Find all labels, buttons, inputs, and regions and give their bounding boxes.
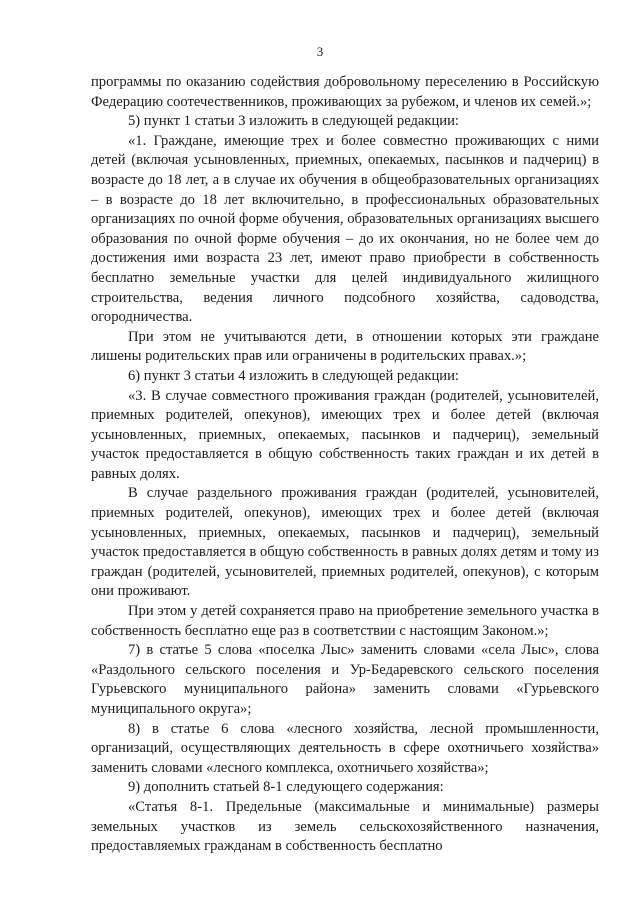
paragraph-article-8-1-title: «Статья 8-1. Предельные (максимальные и минимальные) размеры земельных участков из земель сельскохозяйственного назначения, предоставляемых гражданам в собственность бесплатно xyxy=(91,798,599,855)
paragraph-article-3-point-1: «1. Граждане, имеющие трех и более совместно проживающих с ними детей (включая усыновленных, приемных, опекаемых, пасынков и падчериц) в возрасте до 18 лет, а в случае их обучения в общеобразовательных организациях – в возрасте до 18 лет включительно, в профессиональных образовательных организациях по очной форме обучения, образовательных организациях высшего образования по очной форме обучения – до их окончания, но не более чем до достижения ими возраста 23 лет, имеют право приобрести в собственность бесплатно земельные участки для целей индивидуального жилищного строительства, ведения личного подсобного хозяйства, садоводства, огородничества. xyxy=(91,132,599,326)
paragraph-item-9: 9) дополнить статьей 8-1 следующего содержания: xyxy=(128,779,444,796)
paragraph-item-7: 7) в статье 5 слова «поселка Лыс» заменить словами «села Лыс», слова «Раздольного сельского поселения и Ур-Бедаревского сельского поселения Гурьевского муниципального района» заменить словами «Гурьевского муниципального округа»; xyxy=(91,642,599,717)
paragraph-excluded-children: При этом не учитываются дети, в отношении которых эти граждане лишены родительских прав или ограничены в родительских правах.»; xyxy=(91,328,599,365)
paragraph-separate-residence: В случае раздельного проживания граждан (родителей, усыновителей, приемных родителей, опекунов), имеющих трех и более детей (включая усыновленных, приемных, опекаемых, пасынков и падчериц), земельный участок предоставляется в общую собственность в равных долях детям и тому из граждан (родителей, усыновителей, приемных родителей, опекунов), с которым они проживают. xyxy=(91,485,599,600)
paragraph-item-6: 6) пункт 3 статьи 4 изложить в следующей редакции: xyxy=(128,367,459,384)
document-body xyxy=(91,73,599,857)
paragraph-item-8: 8) в статье 6 слова «лесного хозяйства, лесной промышленности, организаций, осуществляющих деятельность в сфере охотничьего хозяйства» заменить словами «лесного комплекса, охотничьего хозяйства»; xyxy=(91,720,599,776)
paragraph-item-5: 5) пункт 1 статьи 3 изложить в следующей редакции: xyxy=(128,113,459,130)
page-number: 3 xyxy=(316,44,324,59)
paragraph-article-4-point-3: «3. В случае совместного проживания граждан (родителей, усыновителей, приемных родителей, опекунов), имеющих трех и более детей (включая усыновленных, приемных, опекаемых, пасынков и падчериц), земельный участок предоставляется в общую собственность таких граждан и их детей в равных долях. xyxy=(91,387,599,482)
paragraph-right-retained: При этом у детей сохраняется право на приобретение земельного участка в собственность бесплатно еще раз в соответствии с настоящим Законом.»; xyxy=(91,603,599,639)
paragraph-continuation: программы по оказанию содействия добровольному переселению в Российскую Федерацию соотечественников, проживающих за рубежом, и членов их семей.»; xyxy=(91,74,599,110)
